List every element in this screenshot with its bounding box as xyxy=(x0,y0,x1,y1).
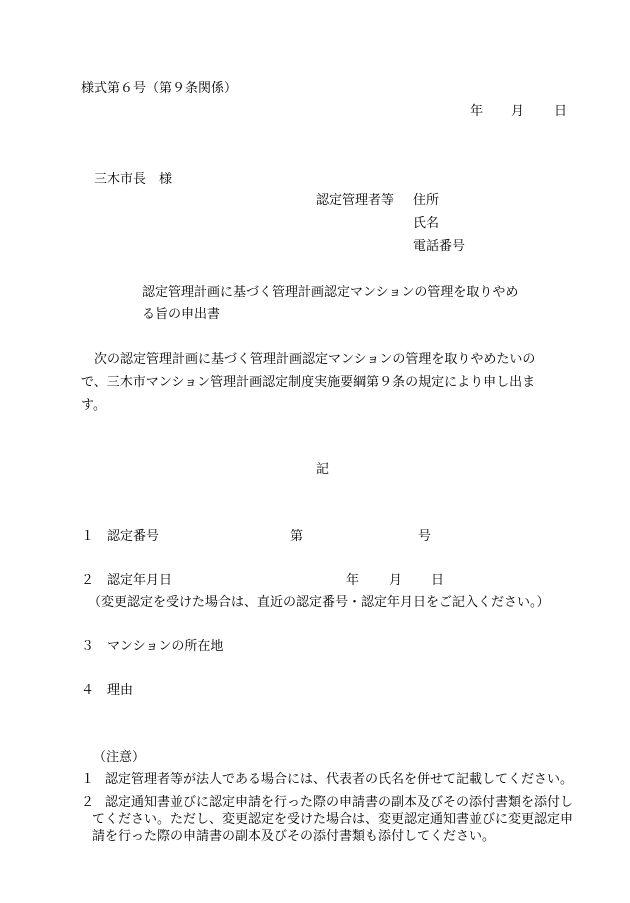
item4-label: 理由 xyxy=(107,683,134,698)
item3-label: マンションの所在地 xyxy=(107,639,224,654)
date-year-label: 年 xyxy=(470,104,484,119)
ki-heading: 記 xyxy=(316,462,330,477)
item2-day: 日 xyxy=(431,573,445,588)
addressee: 三木市長 様 xyxy=(94,172,173,187)
note1-text: 認定管理者等が法人である場合には、代表者の氏名を併せて記載してください。 xyxy=(105,772,574,787)
item1-go: 号 xyxy=(418,529,432,544)
item2-year: 年 xyxy=(346,573,360,588)
item1-dai: 第 xyxy=(290,529,304,544)
body-line2: で、三木市マンション管理計画認定制度実施要綱第９条の規定により申し出ま xyxy=(81,375,536,390)
date-month-label: 月 xyxy=(511,104,525,119)
notes-heading: （注意） xyxy=(93,750,146,765)
document-title-line1: 認定管理計画に基づく管理計画認定マンションの管理を取りやめ xyxy=(142,285,519,300)
item2-number: ２ xyxy=(81,573,95,588)
note2-number: ２ xyxy=(81,795,95,810)
date-day-label: 日 xyxy=(554,104,568,119)
applicant-label: 認定管理者等 xyxy=(316,193,395,208)
name-label: 氏名 xyxy=(413,216,440,231)
body-line3: す。 xyxy=(81,398,106,413)
note1-number: １ xyxy=(81,772,95,787)
note2-line3: 請を行った際の申請書の副本及びその添付書類も添付してください。 xyxy=(92,829,496,844)
note2-line2: てください。ただし、変更認定を受けた場合は、変更認定通知書並びに変更認定申 xyxy=(92,812,574,827)
address-label: 住所 xyxy=(413,193,440,208)
item2-month: 月 xyxy=(389,573,403,588)
body-line1: 次の認定管理計画に基づく管理計画認定マンションの管理を取りやめたいの xyxy=(81,352,536,367)
phone-label: 電話番号 xyxy=(413,239,466,254)
item2-note: （変更認定を受けた場合は、直近の認定番号・認定年月日をご記入ください。） xyxy=(88,595,550,610)
item1-label: 認定番号 xyxy=(107,529,160,544)
form-number: 様式第６号（第９条関係） xyxy=(81,81,238,96)
item3-number: ３ xyxy=(81,639,95,654)
item2-label: 認定年月日 xyxy=(107,573,173,588)
item4-number: ４ xyxy=(81,683,95,698)
item1-number: １ xyxy=(81,529,95,544)
note2-line1: 認定通知書並びに認定申請を行った際の申請書の副本及びその添付書類を添付し xyxy=(105,795,574,810)
document-title-line2: る旨の申出書 xyxy=(142,307,221,322)
